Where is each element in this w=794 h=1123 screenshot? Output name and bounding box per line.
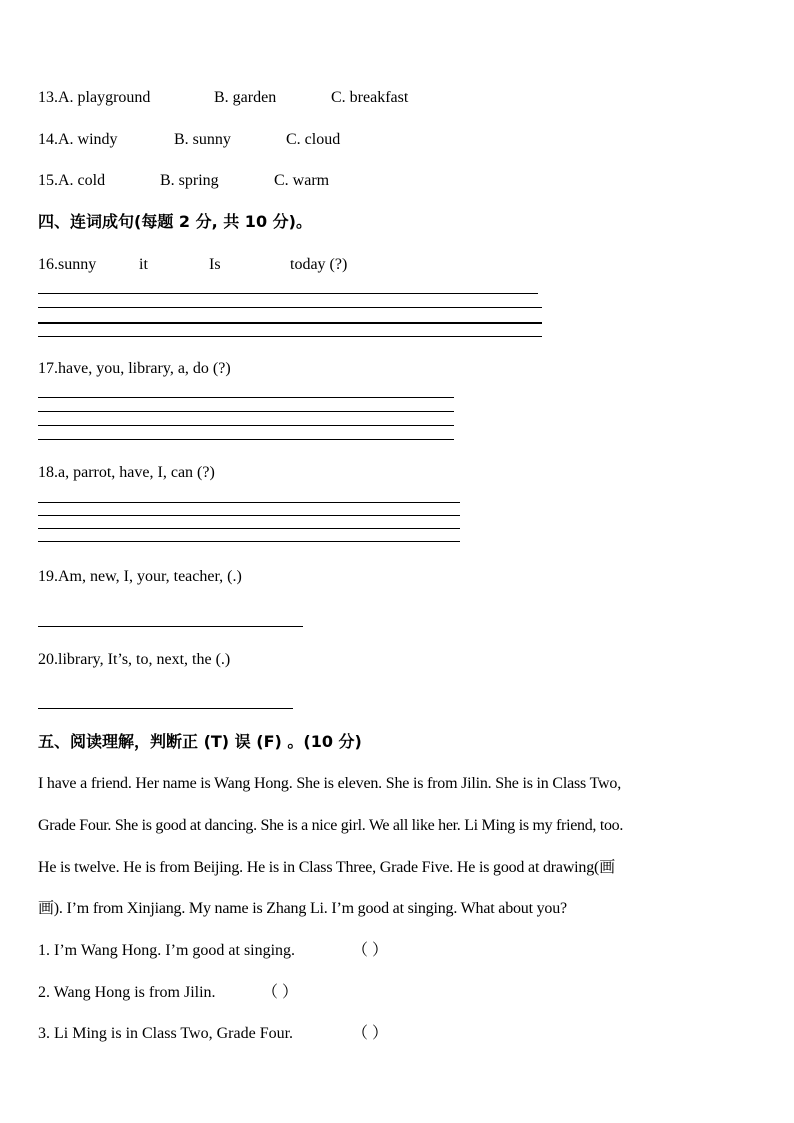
statement-3: 3. Li Ming is in Class Two, Grade Four. (38, 1025, 294, 1042)
word: today (?) (290, 256, 348, 273)
option-b: B. spring (160, 172, 219, 189)
statement-1: 1. I’m Wang Hong. I’m good at singing. (38, 942, 296, 959)
question-18: 18.a, parrot, have, I, can (?) (38, 464, 215, 481)
passage-line: Grade Four. She is good at dancing. She is a nice girl. We all like her. Li Ming is my friend, too. (38, 817, 624, 834)
passage-line: 画). I’m from Xinjiang. My name is Zhang Li. I’m good at singing. What about you? (38, 900, 567, 917)
answer-line[interactable] (38, 708, 293, 709)
answer-blank[interactable]: （ ） (262, 984, 299, 1001)
answer-line[interactable] (38, 293, 538, 294)
answer-line[interactable] (38, 515, 460, 516)
answer-line[interactable] (38, 397, 454, 398)
answer-blank[interactable]: （ ） (352, 942, 389, 959)
answer-line[interactable] (38, 307, 542, 308)
question-13 (38, 88, 150, 108)
question-16 (38, 255, 96, 275)
word: it (139, 256, 148, 273)
passage-line: I have a friend. Her name is Wang Hong. She is eleven. She is from Jilin. She is in Class Two, (38, 775, 621, 792)
word: sunny (58, 256, 97, 273)
question-20: 20.library, It’s, to, next, the (.) (38, 651, 231, 668)
option-b: B. garden (214, 89, 277, 106)
option-c: C. warm (274, 172, 330, 189)
statement-2: 2. Wang Hong is from Jilin. (38, 984, 216, 1001)
answer-line[interactable] (38, 439, 454, 440)
question-17: 17.have, you, library, a, do (?) (38, 360, 231, 377)
section-4-title: 四、连词成句(每题 2 分, 共 10 分)。 (38, 212, 312, 231)
answer-line[interactable] (38, 322, 542, 324)
answer-line[interactable] (38, 541, 460, 542)
question-number: 16. (38, 256, 58, 273)
question-number: 14. (38, 131, 58, 148)
option-c: C. breakfast (331, 89, 409, 106)
option-a: A. cold (58, 172, 106, 189)
question-19: 19.Am, new, I, your, teacher, (.) (38, 568, 242, 585)
option-b: B. sunny (174, 131, 231, 148)
answer-line[interactable] (38, 336, 542, 337)
answer-line[interactable] (38, 528, 460, 529)
option-c: C. cloud (286, 131, 341, 148)
answer-line[interactable] (38, 626, 303, 627)
answer-blank[interactable]: （ ） (352, 1025, 389, 1042)
answer-line[interactable] (38, 502, 460, 503)
option-a: A. windy (58, 131, 118, 148)
question-15 (38, 171, 105, 191)
question-14 (38, 130, 118, 150)
section-5-title: 五、阅读理解，判断正 (T) 误 (F) 。(10 分) (38, 732, 362, 751)
word: Is (209, 256, 221, 273)
option-a: A. playground (58, 89, 151, 106)
answer-line[interactable] (38, 425, 454, 426)
passage-line: He is twelve. He is from Beijing. He is in Class Three, Grade Five. He is good at drawing(画 (38, 859, 615, 876)
question-number: 15. (38, 172, 58, 189)
answer-line[interactable] (38, 411, 454, 412)
question-number: 13. (38, 89, 58, 106)
